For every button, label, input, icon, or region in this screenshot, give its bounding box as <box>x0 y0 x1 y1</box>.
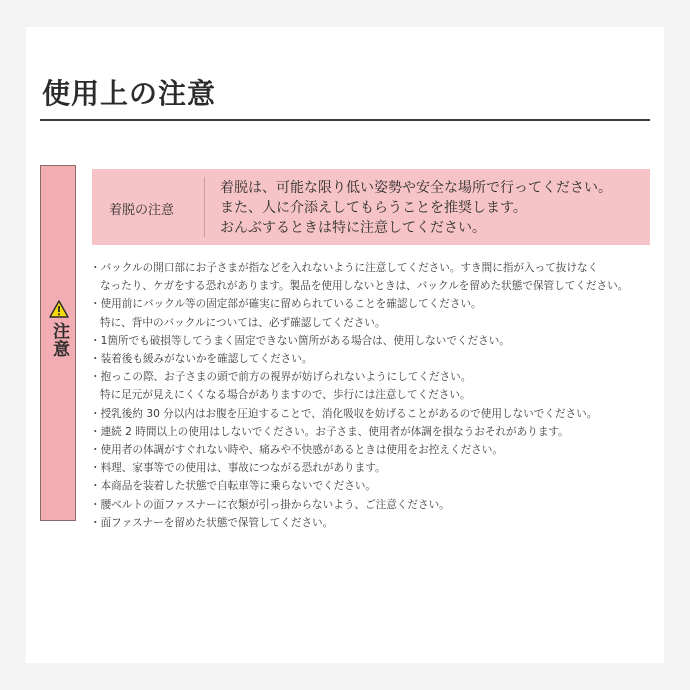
wearing-caution-label: 着脱の注意 <box>109 203 175 218</box>
caution-side-tab <box>40 165 76 521</box>
note-item: ・面ファスナーを留めた状態で保管してください。 <box>90 516 334 529</box>
title-underline <box>40 119 650 121</box>
wearing-caution-line: また、人に介添えしてもらうことを推奨します。 <box>220 200 527 216</box>
note-item: ・本商品を装着した状態で自転車等に乗らないでください。 <box>90 480 377 493</box>
wearing-caution-text <box>220 178 645 238</box>
note-item-continuation: 特に足元が見えにくくなる場合がありますので、歩行には注意してください。 <box>100 389 471 402</box>
note-item: ・料理、家事等での使用は、事故につながる恐れがあります。 <box>90 462 386 475</box>
note-item: ・抱っこの際、お子さまの頭で前方の視界が妨げられないようにしてください。 <box>90 371 472 384</box>
caution-label: 注意 <box>49 322 69 358</box>
note-item: ・腰ベルトの面ファスナーに衣類が引っ掛からないよう、ご注意ください。 <box>90 498 450 511</box>
note-item: ・バックルの開口部にお子さまが指などを入れないように注意してください。すき間に指が入って抜けなく <box>90 262 599 274</box>
note-item: ・装着後も緩みがないかを確認してください。 <box>90 353 313 366</box>
wearing-caution-line: おんぶするときは特に注意してください。 <box>220 220 486 236</box>
note-item-continuation: 特に、背中のバックルについては、必ず確認してください。 <box>100 316 386 329</box>
wearing-caution-line: 着脱は、可能な限り低い姿勢や安全な場所で行ってください。 <box>220 180 612 196</box>
note-item: ・授乳後約 30 分以内はお腹を圧迫することで、消化吸収を妨げることがあるので使用しないでください。 <box>90 407 598 420</box>
note-item: ・1箇所でも破損等してうまく固定できない箇所がある場合は、使用しないでください。 <box>90 334 510 347</box>
manual-page <box>26 27 664 663</box>
wearing-caution-box <box>92 169 650 245</box>
note-item: ・使用者の体調がすぐれない時や、痛みや不快感があるときは使用をお控えください。 <box>90 444 503 457</box>
note-item: ・連続 2 時間以上の使用はしないでください。お子さま、使用者が体調を損なうおそれがあります。 <box>90 425 569 438</box>
page-title: 使用上の注意 <box>42 77 217 110</box>
note-item: ・使用前にバックル等の固定部が確実に留められていることを確認してください。 <box>90 298 482 311</box>
caution-notes-list <box>90 259 655 532</box>
header-divider <box>204 177 205 237</box>
note-item-continuation: なったり、ケガをする恐れがあります。製品を使用しないときは、バックルを留めた状態で保管してください。 <box>100 280 629 293</box>
warning-triangle-icon <box>49 300 69 318</box>
